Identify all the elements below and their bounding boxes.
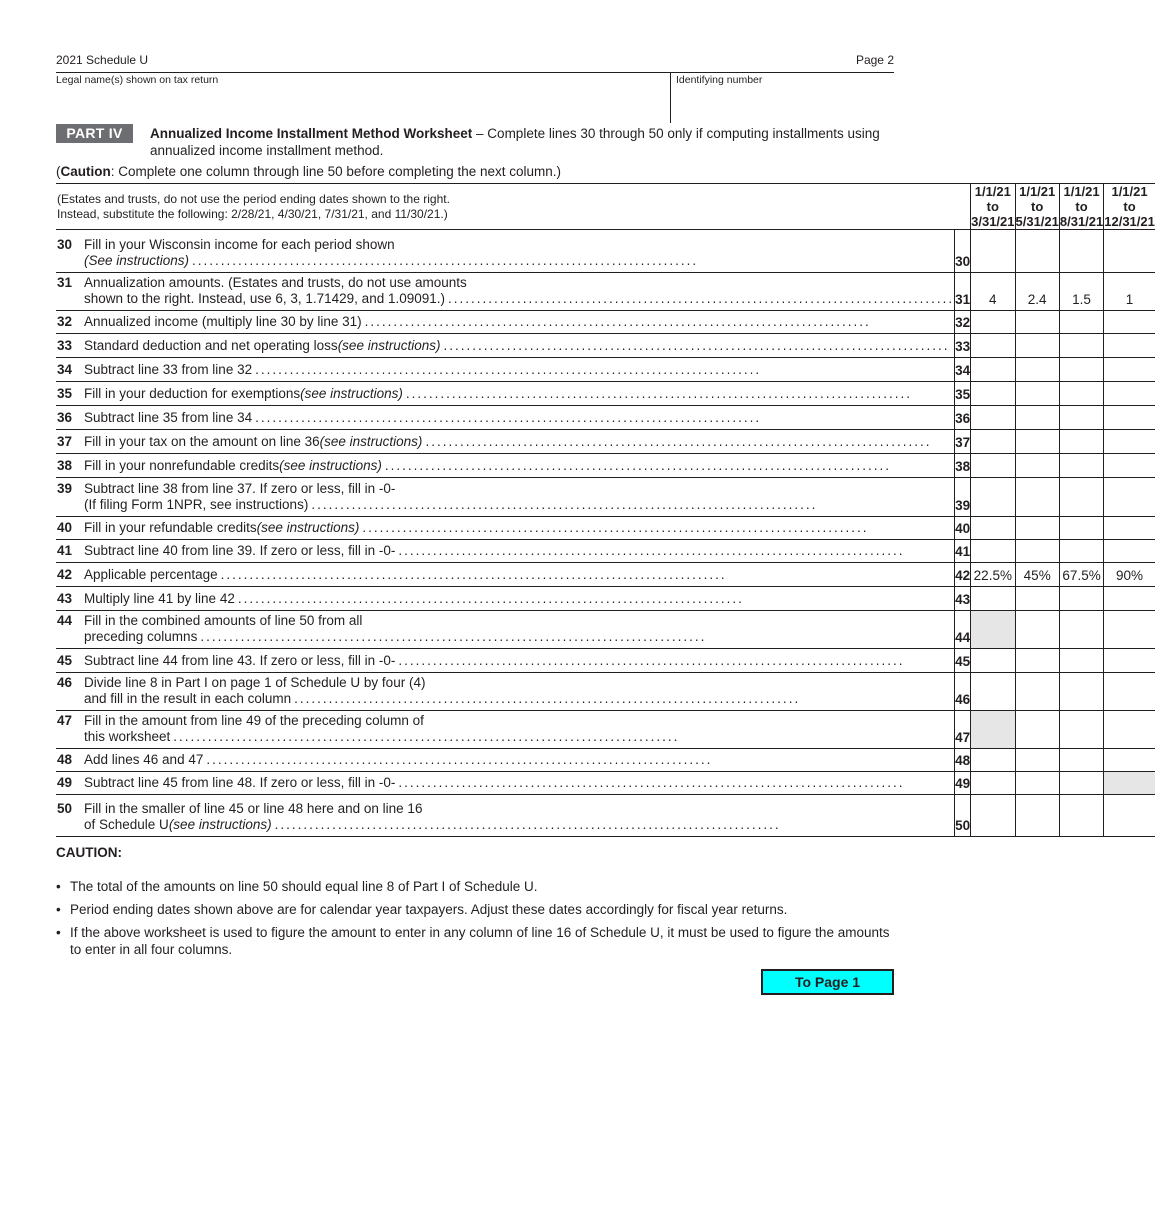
- line-32-col-3[interactable]: [1059, 311, 1103, 334]
- line-46-desc: 46 Divide line 8 in Part I on page 1 of Schedule U by four (4) and fill in the result in each column ........................................................................................: [56, 673, 955, 711]
- line-38-col-3[interactable]: [1059, 454, 1103, 478]
- line-37-desc: 37 Fill in your tax on the amount on line 36 (see instructions) ........................................................................................: [56, 430, 955, 454]
- line-37-col-4[interactable]: [1104, 430, 1155, 454]
- line-34-col-3[interactable]: [1059, 358, 1103, 382]
- line-43-col-3[interactable]: [1059, 587, 1103, 611]
- line-48-col-1[interactable]: [971, 749, 1015, 772]
- line-38-col-2[interactable]: [1015, 454, 1059, 478]
- line-number: 49: [955, 772, 971, 795]
- line-48-col-3[interactable]: [1059, 749, 1103, 772]
- line-35-desc: 35 Fill in your deduction for exemptions (see instructions) ........................................................................................: [56, 382, 955, 406]
- line-44-col-1-shaded: [971, 611, 1015, 649]
- line-40-col-1[interactable]: [971, 517, 1015, 540]
- caution-text: : Complete one column through line 50 before completing the next column.): [110, 164, 562, 179]
- caution-title: CAUTION:: [56, 845, 122, 860]
- taxpayer-info-row: [56, 72, 894, 123]
- table-row: [56, 563, 1155, 587]
- line-32-col-4[interactable]: [1104, 311, 1155, 334]
- line-number: 33: [955, 334, 971, 358]
- part-desc: – Complete lines 30 through 50 only if computing installments using annualized income installment method.: [150, 126, 880, 158]
- caution-note: [56, 164, 561, 179]
- line-number: 34: [955, 358, 971, 382]
- line-44-col-4[interactable]: [1104, 611, 1155, 649]
- line-47-col-4[interactable]: [1104, 711, 1155, 749]
- line-35-col-2[interactable]: [1015, 382, 1059, 406]
- line-43-col-1[interactable]: [971, 587, 1015, 611]
- part-title: Annualized Income Installment Method Worksheet: [150, 126, 473, 141]
- line-39-desc: 39 Subtract line 38 from line 37. If zero or less, fill in -0- (If filing Form 1NPR, see instructions) ........................................................................................: [56, 478, 955, 517]
- line-41-desc: 41 Subtract line 40 from line 39. If zero or less, fill in -0- ........................................................................................: [56, 540, 955, 563]
- to-page-1-button[interactable]: To Page 1: [761, 969, 894, 995]
- line-47-col-1-shaded: [971, 711, 1015, 749]
- caution-list: [56, 878, 894, 958]
- line-34-col-2[interactable]: [1015, 358, 1059, 382]
- line-45-col-2[interactable]: [1015, 649, 1059, 673]
- line-33-col-2[interactable]: [1015, 334, 1059, 358]
- estates-note-line2: Instead, substitute the following: 2/28/21, 4/30/21, 7/31/21, and 11/30/21.): [57, 206, 448, 221]
- line-32-desc: 32 Annualized income (multiply line 30 by line 31) ........................................................................................: [56, 311, 955, 334]
- line-number: 35: [955, 382, 971, 406]
- caution-section: [56, 845, 894, 964]
- column-header-3: 1/1/21 to 8/31/21: [1059, 184, 1104, 229]
- line-44-col-3[interactable]: [1059, 611, 1103, 649]
- line-34-col-1[interactable]: [971, 358, 1015, 382]
- line-43-col-2[interactable]: [1015, 587, 1059, 611]
- line-39-col-3[interactable]: [1059, 478, 1103, 517]
- table-row: [56, 772, 1155, 795]
- line-42-col-2: 45%: [1015, 563, 1059, 587]
- line-number: 32: [955, 311, 971, 334]
- line-50-desc: 50 Fill in the smaller of line 45 or line 48 here and on line 16 of Schedule U (see instructions) ........................................................................................: [56, 795, 955, 837]
- line-35-col-4[interactable]: [1104, 382, 1155, 406]
- line-49-col-3[interactable]: [1059, 772, 1103, 795]
- legal-name-field[interactable]: Legal name(s) shown on tax return: [56, 74, 219, 86]
- line-number: 30: [955, 230, 971, 273]
- line-30-col-3[interactable]: [1059, 230, 1103, 273]
- line-36-col-3[interactable]: [1059, 406, 1103, 430]
- line-41-col-3[interactable]: [1059, 540, 1103, 563]
- line-36-col-1[interactable]: [971, 406, 1015, 430]
- line-45-col-3[interactable]: [1059, 649, 1103, 673]
- line-45-col-4[interactable]: [1104, 649, 1155, 673]
- part-description: [150, 125, 894, 159]
- line-31-col-4: 1: [1104, 273, 1155, 311]
- line-49-col-1[interactable]: [971, 772, 1015, 795]
- part-badge: PART IV: [56, 124, 133, 143]
- form-title: 2021 Schedule U: [56, 53, 149, 67]
- table-row: [56, 273, 1155, 311]
- table-row: [56, 358, 1155, 382]
- line-49-col-4-shaded: [1104, 772, 1155, 795]
- table-row: [56, 749, 1155, 772]
- line-32-col-2[interactable]: [1015, 311, 1059, 334]
- table-row: [56, 673, 1155, 711]
- table-row: [56, 649, 1155, 673]
- line-41-col-1[interactable]: [971, 540, 1015, 563]
- line-43-col-4[interactable]: [1104, 587, 1155, 611]
- line-45-desc: 45 Subtract line 44 from line 43. If zero or less, fill in -0- ........................................................................................: [56, 649, 955, 673]
- column-header-4: 1/1/21 to 12/31/21: [1104, 184, 1155, 229]
- line-34-desc: 34 Subtract line 33 from line 32 ........................................................................................: [56, 358, 955, 382]
- line-33-col-4[interactable]: [1104, 334, 1155, 358]
- line-36-desc: 36 Subtract line 35 from line 34 ........................................................................................: [56, 406, 955, 430]
- line-37-col-2[interactable]: [1015, 430, 1059, 454]
- line-number: 45: [955, 649, 971, 673]
- line-35-col-3[interactable]: [1059, 382, 1103, 406]
- line-50-col-1[interactable]: [971, 795, 1015, 837]
- line-33-col-1[interactable]: [971, 334, 1015, 358]
- line-47-desc: 47 Fill in the amount from line 49 of the preceding column of this worksheet ........................................................................................: [56, 711, 955, 749]
- line-48-col-2[interactable]: [1015, 749, 1059, 772]
- line-number: 42: [955, 563, 971, 587]
- line-31-col-2: 2.4: [1015, 273, 1059, 311]
- caution-item: • If the above worksheet is used to figure the amount to enter in any column of line 16 of Schedule U, it must be used to figure the amounts to enter in all four columns.: [56, 924, 894, 958]
- line-number: 38: [955, 454, 971, 478]
- line-48-desc: 48 Add lines 46 and 47 ........................................................................................: [56, 749, 955, 772]
- line-45-col-1[interactable]: [971, 649, 1015, 673]
- line-37-col-1[interactable]: [971, 430, 1015, 454]
- estates-note: [56, 184, 971, 230]
- line-38-desc: 38 Fill in your nonrefundable credits (see instructions) ........................................................................................: [56, 454, 955, 478]
- caution-item: • The total of the amounts on line 50 should equal line 8 of Part I of Schedule U.: [56, 878, 894, 895]
- table-row: [56, 454, 1155, 478]
- line-40-col-2[interactable]: [1015, 517, 1059, 540]
- line-39-col-1[interactable]: [971, 478, 1015, 517]
- identifying-number-field[interactable]: Identifying number: [670, 73, 762, 123]
- line-41-col-4[interactable]: [1104, 540, 1155, 563]
- table-row: [56, 478, 1155, 517]
- line-40-desc: 40 Fill in your refundable credits (see instructions) ........................................................................................: [56, 517, 955, 540]
- part-iv-heading: [56, 124, 894, 162]
- column-header-2: 1/1/21 to 5/31/21: [1015, 184, 1059, 229]
- page-number: Page 2: [855, 53, 894, 67]
- line-30-desc: 30 Fill in your Wisconsin income for each period shown (See instructions) ........................................................................................: [56, 230, 955, 273]
- line-41-col-2[interactable]: [1015, 540, 1059, 563]
- line-42-col-4: 90%: [1104, 563, 1155, 587]
- line-47-col-2[interactable]: [1015, 711, 1059, 749]
- line-46-col-4[interactable]: [1104, 673, 1155, 711]
- line-number: 36: [955, 406, 971, 430]
- line-number: 31: [955, 273, 971, 311]
- line-30-col-4[interactable]: [1104, 230, 1155, 273]
- table-row: [56, 406, 1155, 430]
- line-number: 48: [955, 749, 971, 772]
- table-row: [56, 430, 1155, 454]
- line-30-col-1[interactable]: [971, 230, 1015, 273]
- worksheet-table: [56, 183, 1155, 837]
- caution-open-paren: (: [56, 164, 61, 179]
- line-number: 37: [955, 430, 971, 454]
- line-40-col-3[interactable]: [1059, 517, 1103, 540]
- line-44-desc: 44 Fill in the combined amounts of line 50 from all preceding columns ........................................................................................: [56, 611, 955, 649]
- line-50-col-2[interactable]: [1015, 795, 1059, 837]
- line-38-col-1[interactable]: [971, 454, 1015, 478]
- line-46-col-1[interactable]: [971, 673, 1015, 711]
- table-row: [56, 517, 1155, 540]
- column-header-1: 1/1/21 to 3/31/21: [971, 184, 1015, 229]
- line-49-col-2[interactable]: [1015, 772, 1059, 795]
- caution-word: Caution: [60, 164, 111, 179]
- line-39-col-4[interactable]: [1104, 478, 1155, 517]
- line-34-col-4[interactable]: [1104, 358, 1155, 382]
- table-header-row: [56, 184, 1155, 230]
- table-row: [56, 311, 1155, 334]
- line-number: 46: [955, 673, 971, 711]
- line-35-col-1[interactable]: [971, 382, 1015, 406]
- table-row: [56, 540, 1155, 563]
- line-40-col-4[interactable]: [1104, 517, 1155, 540]
- table-row: [56, 711, 1155, 749]
- table-row: [56, 382, 1155, 406]
- line-number: 41: [955, 540, 971, 563]
- line-48-col-4[interactable]: [1104, 749, 1155, 772]
- line-33-col-3[interactable]: [1059, 334, 1103, 358]
- estates-note-line1: (Estates and trusts, do not use the period ending dates shown to the right.: [57, 191, 450, 206]
- line-30-col-2[interactable]: [1015, 230, 1059, 273]
- line-number: 40: [955, 517, 971, 540]
- line-number: 47: [955, 711, 971, 749]
- line-36-col-4[interactable]: [1104, 406, 1155, 430]
- table-row: [56, 611, 1155, 649]
- line-50-col-4[interactable]: [1104, 795, 1155, 837]
- line-number: 43: [955, 587, 971, 611]
- line-number: 44: [955, 611, 971, 649]
- line-46-col-3[interactable]: [1059, 673, 1103, 711]
- line-32-col-1[interactable]: [971, 311, 1015, 334]
- line-38-col-4[interactable]: [1104, 454, 1155, 478]
- table-row: [56, 795, 1155, 837]
- line-number: 50: [955, 795, 971, 837]
- caution-item: • Period ending dates shown above are for calendar year taxpayers. Adjust these dates accordingly for fiscal year returns.: [56, 901, 894, 918]
- line-46-col-2[interactable]: [1015, 673, 1059, 711]
- line-44-col-2[interactable]: [1015, 611, 1059, 649]
- line-42-desc: 42 Applicable percentage ........................................................................................: [56, 563, 955, 587]
- line-37-col-3[interactable]: [1059, 430, 1103, 454]
- table-row: [56, 334, 1155, 358]
- line-42-col-3: 67.5%: [1059, 563, 1103, 587]
- line-39-col-2[interactable]: [1015, 478, 1059, 517]
- line-33-desc: 33 Standard deduction and net operating loss (see instructions) ........................................................................................: [56, 334, 955, 358]
- page-header: [56, 53, 894, 71]
- line-number: 39: [955, 478, 971, 517]
- line-50-col-3[interactable]: [1059, 795, 1103, 837]
- line-47-col-3[interactable]: [1059, 711, 1103, 749]
- table-row: [56, 230, 1155, 273]
- line-49-desc: 49 Subtract line 45 from line 48. If zero or less, fill in -0- ........................................................................................: [56, 772, 955, 795]
- line-42-col-1: 22.5%: [971, 563, 1015, 587]
- line-31-col-3: 1.5: [1059, 273, 1103, 311]
- line-31-col-1: 4: [971, 273, 1015, 311]
- line-31-desc: 31 Annualization amounts. (Estates and trusts, do not use amounts shown to the right. Instead, use 6, 3, 1.71429, and 1.09091.) ........................................................................................: [56, 273, 955, 311]
- line-36-col-2[interactable]: [1015, 406, 1059, 430]
- line-43-desc: 43 Multiply line 41 by line 42 ........................................................................................: [56, 587, 955, 611]
- table-row: [56, 587, 1155, 611]
